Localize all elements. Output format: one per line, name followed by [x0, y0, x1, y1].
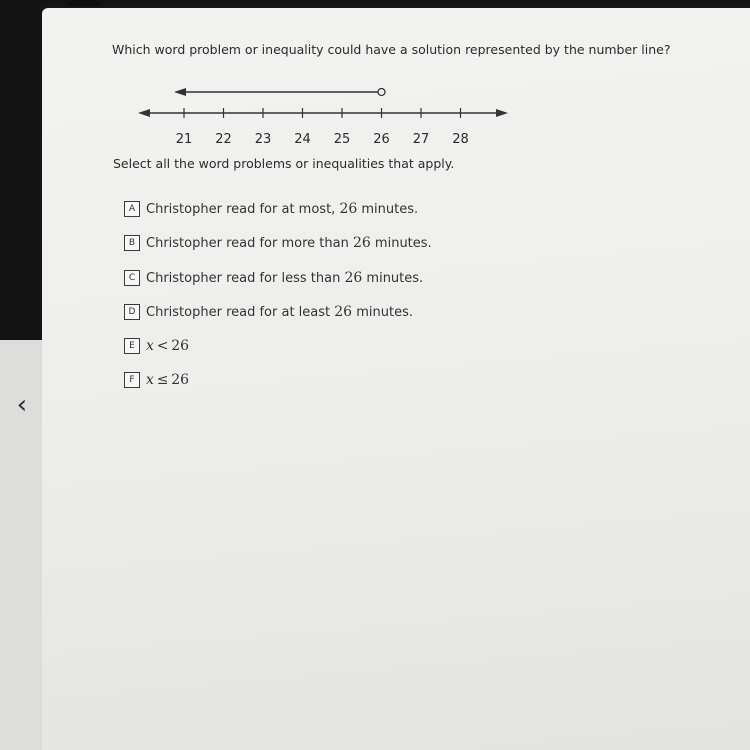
option-text-pre: Christopher read for at least [146, 305, 335, 320]
tick-label: 26 [373, 132, 390, 147]
option-text-pre: Christopher read for less than [146, 271, 345, 286]
option-text-post: minutes. [352, 305, 413, 320]
option-text-post: minutes. [357, 202, 419, 217]
option-letter[interactable]: B [124, 235, 140, 251]
chevron-left-icon[interactable]: ‹ [16, 390, 28, 420]
option-letter[interactable]: D [124, 304, 140, 320]
option-d[interactable] [124, 304, 413, 320]
option-math [146, 338, 189, 354]
option-text [146, 201, 418, 217]
tick-label: 24 [294, 132, 311, 147]
option-math [146, 372, 189, 388]
math-variable: x [146, 372, 154, 388]
option-c[interactable] [124, 270, 423, 286]
tick-label: 22 [215, 132, 232, 147]
top-tab [68, 0, 100, 6]
option-a[interactable] [124, 201, 418, 217]
option-letter[interactable]: C [124, 270, 140, 286]
number-line [130, 80, 520, 150]
instruction-text: Select all the word problems or inequalities that apply. [113, 156, 455, 171]
math-operator: ≤ [156, 372, 169, 388]
option-text-post: minutes. [370, 236, 432, 251]
tick-label: 25 [333, 132, 351, 147]
option-number: 26 [339, 201, 358, 217]
axis-arrow-left [138, 109, 150, 117]
option-text [146, 235, 432, 251]
option-letter[interactable]: A [124, 201, 140, 217]
option-e[interactable] [124, 338, 189, 354]
option-number: 26 [344, 270, 363, 286]
tick-label: 23 [254, 132, 272, 147]
question-text: Which word problem or inequality could have a solution represented by the number line? [112, 42, 671, 57]
option-text-pre: Christopher read for more than [146, 236, 353, 251]
option-f[interactable] [124, 372, 189, 388]
option-b[interactable] [124, 235, 432, 251]
open-endpoint-circle [378, 89, 385, 96]
math-variable: x [146, 338, 154, 354]
solution-arrow [174, 88, 186, 96]
tick-label: 27 [412, 132, 430, 147]
option-text [146, 270, 423, 286]
option-number: 26 [334, 304, 353, 320]
option-number: 26 [352, 235, 371, 251]
option-text [146, 304, 413, 320]
tick-label: 28 [452, 132, 469, 147]
option-text-post: minutes. [362, 271, 424, 286]
math-number: 26 [171, 338, 190, 354]
math-number: 26 [171, 372, 190, 388]
math-operator: < [156, 338, 169, 354]
option-text-pre: Christopher read for at most, [146, 202, 340, 217]
option-letter[interactable]: F [124, 372, 140, 388]
option-letter[interactable]: E [124, 338, 140, 354]
axis-arrow-right [496, 109, 508, 117]
tick-label: 21 [175, 132, 193, 147]
